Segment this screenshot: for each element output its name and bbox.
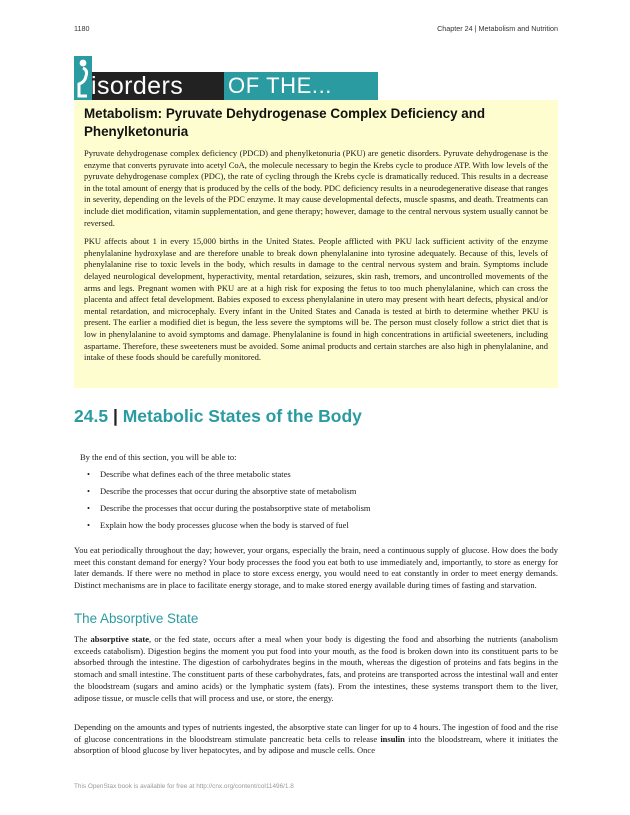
objective-item: • Describe what defines each of the three metabolic states (80, 466, 550, 483)
objective-item: • Describe the processes that occur during the absorptive state of metabolism (80, 483, 550, 500)
banner-disorders-text: isorders (91, 72, 184, 100)
feature-title: Metabolism: Pyruvate Dehydrogenase Complex Deficiency and Phenylketonuria (84, 106, 486, 139)
text-run: , or the fed state, occurs after a meal when your body is digesting the food and absorbing the nutrients (anabolism exceeds catabolism). Digestion begins the moment you put food into your mouth, as the food is broken down into its constituent parts to be absorbed through the intestine. The digestion of carbohydrates begins in the mouth, whereas the digestion of proteins and fats begins in the stomach and small intestine. The constituent parts of these carbohydrates, fats, and proteins are transported across the intestinal wall and enter the bloodstream (sugars and amino acids) or the lymphatic system (fats). From the intestines, these systems transport them to the liver, adipose tissue, or muscle cells that will process and use, or store, the energy. (74, 634, 558, 703)
objectives-intro: By the end of this section, you will be able to: (80, 452, 237, 462)
learning-objectives (80, 451, 550, 534)
section-separator: | (112, 406, 118, 426)
page-header (74, 24, 558, 38)
intro-paragraph: You eat periodically throughout the day; however, your organs, especially the brain, need a continuous supply of glucose. How does the body meet this constant demand for energy? Your body processes the food you eat both to use immediately and, importantly, to store as energy for later demands. If there were no method in place to store excess energy, you would need to eat constantly in order to meet energy demands. Distinct mechanisms are in place to facilitate energy storage, and to make stored energy available during times of fasting and starvation. (74, 545, 558, 591)
insulin-paragraph (74, 722, 558, 757)
section-title: Metabolic States of the Body (122, 406, 362, 426)
feature-paragraph-pku: PKU affects about 1 in every 15,000 births in the United States. People afflicted with PKU lack sufficient activity of the enzyme phenylalanine hydroxylase and are therefore unable to break down phenylalanine into tyrosine adequately. Because of this, levels of phenylalanine rise to toxic levels in the body, which results in damage to the central nervous system and brain. Symptoms include delayed neurological development, hyperactivity, mental retardation, seizures, skin rash, tremors, and uncontrolled movements of the arms and legs. Pregnant women with PKU are at a high risk for exposing the fetus to too much phenylalanine, which can cross the placenta and affect fetal development. Babies exposed to excess phenylalanine in utero may present with heart defects, physical and/or mental retardation, and microcephaly. Every infant in the United States and Canada is tested at birth to determine whether PKU is present. The earlier a modified diet is begun, the less severe the symptoms will be. The person must closely follow a strict diet that is low in phenylalanine to avoid symptoms and damage. Phenylalanine is found in high concentrations in artificial sweeteners, including aspartame. Therefore, these sweeteners must be avoided. Some animal products and certain starches are also high in phenylalanine, and intake of these foods should be carefully monitored. (84, 236, 548, 363)
disorders-banner (74, 56, 378, 100)
page-footer: This OpenStax book is available for free at http://cnx.org/content/col11496/1.8 (74, 783, 294, 790)
section-number: 24.5 (74, 406, 109, 426)
text-run: The (74, 634, 91, 644)
key-term: insulin (380, 733, 405, 744)
objectives-list (80, 466, 550, 534)
banner-of-the-text: OF THE... (228, 73, 333, 98)
page-number: 1180 (74, 24, 90, 33)
subsection-heading: The Absorptive State (74, 611, 199, 626)
chapter-title: Chapter 24 | Metabolism and Nutrition (437, 24, 558, 33)
disorders-d-glyph-icon (74, 56, 92, 100)
key-term: absorptive state (90, 634, 149, 644)
text-run: into the bloodstream, where it initiates the absorption of blood glucose by liver hepatocytes, and by adipose and muscle cells. Once (74, 733, 558, 756)
objective-item: • Describe the processes that occur during the postabsorptive state of metabolism (80, 500, 550, 517)
objective-item: • Explain how the body processes glucose when the body is starved of fuel (80, 517, 550, 534)
section-heading (74, 406, 362, 427)
feature-paragraph-pdcd: Pyruvate dehydrogenase complex deficiency (PDCD) and phenylketonuria (PKU) are genetic disorders. Pyruvate dehydrogenase is the enzyme that converts pyruvate into acetyl CoA, the molecule necessary to begin the Krebs cycle to produce ATP. With low levels of the pyruvate dehydrogenase complex (PDC), the rate of cycling through the Krebs cycle is dramatically reduced. This results in a decrease in the total amount of energy that is produced by the cells of the body. PDC deficiency results in a neurodegenerative disease that ranges in severity, depending on the levels of the PDC enzyme. It may cause developmental defects, muscle spasms, and death. Treatments can include diet modification, vitamin supplementation, and gene therapy; however, damage to the central nervous system usually cannot be reversed. (84, 148, 548, 228)
feature-box (74, 100, 558, 388)
absorptive-paragraph (74, 634, 558, 704)
text-run: Depending on the amounts and types of nutrients ingested, the absorptive state can linger for up to 4 hours. The ingestion of food and the rise of glucose concentrations in the bloodstream stimulate pancreatic beta cells to release (74, 722, 558, 744)
